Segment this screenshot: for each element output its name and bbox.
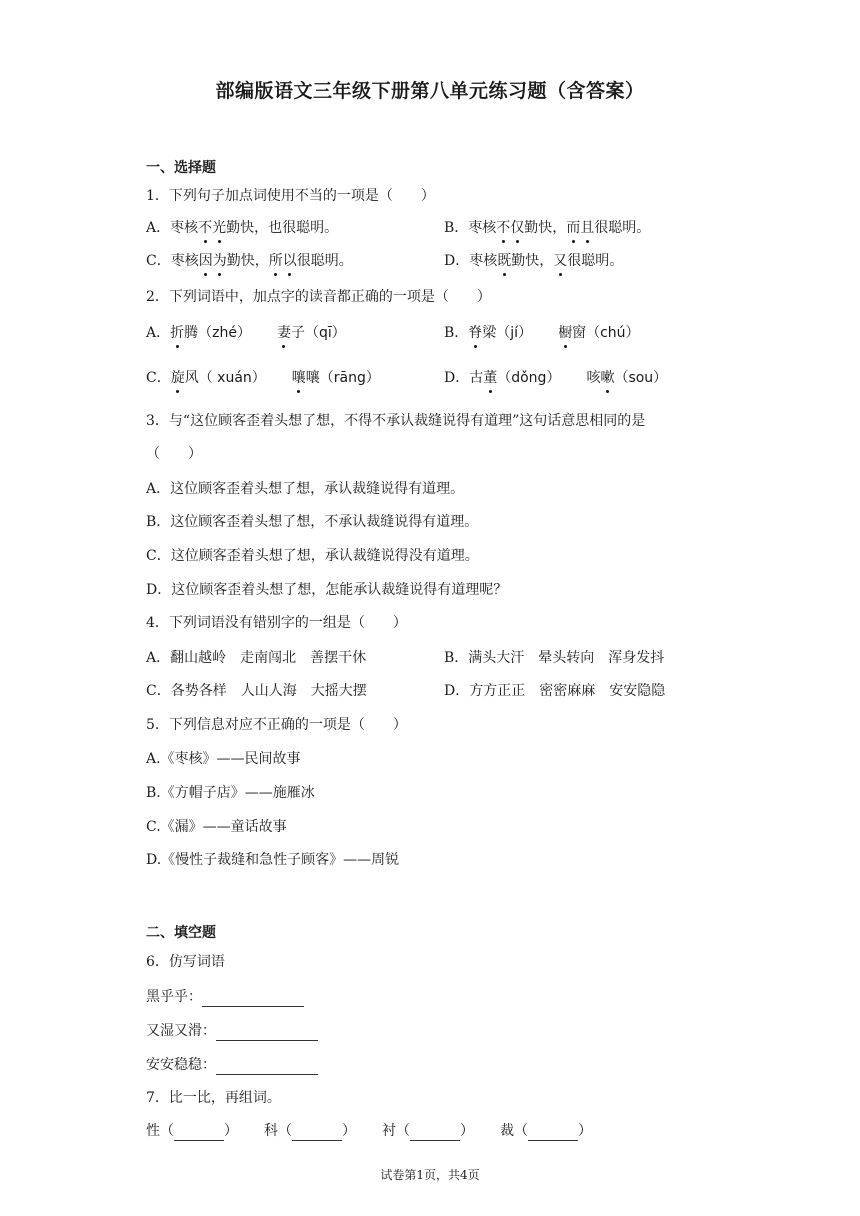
section-heading-choice: 一、选择题 [146,160,216,176]
question-3-stem-cont: （ ） [146,446,202,462]
emphasis-char: 旋 [170,370,185,386]
question-3-option-c: C．这位顾客歪着头想了想，承认裁缝说得没有道理。 [146,548,479,564]
question-2-option-b: B．脊梁（jí） 橱窗（chú） [444,325,640,341]
emphasis-char: 既 [497,253,512,269]
question-5-option-d: D.《慢性子裁缝和急性子顾客》——周锐 [146,852,400,868]
emphasis-char: 所 [268,253,283,269]
question-2-option-a: A．折腾（zhé） 妻子（qī） [146,325,346,341]
emphasis-char: 橱 [558,325,573,341]
page-footer: 试卷第1页，共4页 [380,1168,480,1182]
answer-blank[interactable] [216,1059,318,1075]
emphasis-char: 仅 [510,220,525,236]
question-6-item: 黑乎乎： [146,987,304,1007]
emphasis-char: 折 [170,325,185,341]
question-3-option-a: A．这位顾客歪着头想了想，承认裁缝说得有道理。 [146,481,465,497]
question-2-stem: 2．下列词语中，加点字的读音都正确的一项是（ ） [146,289,491,305]
question-4-stem: 4．下列词语没有错别字的一组是（ ） [146,615,407,631]
question-5-option-c: C.《漏》——童话故事 [146,819,287,835]
emphasis-char: 光 [212,220,227,236]
answer-blank[interactable] [202,991,304,1007]
question-2-option-c: C．旋风（ xuán） 嚷嚷（rāng） [146,370,380,386]
emphasis-char: 又 [553,253,568,269]
question-4-option-b: B．满头大汗 晕头转向 浑身发抖 [444,650,665,666]
question-2-option-d: D．古董（dǒng） 咳嗽（sou） [444,370,668,386]
question-1-option-c: C．枣核因为勤快，所以很聪明。 [146,253,353,269]
emphasis-char: 脊 [468,325,483,341]
emphasis-char: 妻 [276,325,291,341]
emphasis-char: 因 [198,253,213,269]
question-5-option-a: A.《枣核》——民间故事 [146,751,301,767]
page-title: 部编版语文三年级下册第八单元练习题（含答案） [215,80,645,102]
question-6-item: 又湿又滑： [146,1021,318,1041]
emphasis-char: 且 [580,220,595,236]
question-5-option-b: B.《方帽子店》——施雁冰 [146,785,315,801]
section-heading-fill: 二、填空题 [146,925,216,941]
emphasis-char: 不 [198,220,213,236]
emphasis-char: 不 [496,220,511,236]
question-1-option-a: A．枣核不光勤快，也很聪明。 [146,220,339,236]
question-4-option-d: D．方方正正 密密麻麻 安安隐隐 [444,683,666,699]
answer-blank[interactable] [410,1125,460,1141]
emphasis-char: 董 [483,370,498,386]
question-5-stem: 5．下列信息对应不正确的一项是（ ） [146,717,407,733]
question-4-option-a: A．翻山越岭 走南闯北 善摆干休 [146,650,367,666]
question-3-option-b: B．这位顾客歪着头想了想，不承认裁缝说得有道理。 [146,514,479,530]
question-1-option-b: B．枣核不仅勤快，而且很聪明。 [444,220,651,236]
question-6-item: 安安稳稳： [146,1055,318,1075]
emphasis-char: 以 [282,253,297,269]
emphasis-char: 嗽 [600,370,615,386]
question-3-stem: 3．与“这位顾客歪着头想了想，不得不承认裁缝说得有道理”这句话意思相同的是 [146,413,646,429]
emphasis-char: 嚷 [291,370,306,386]
emphasis-char: 为 [212,253,227,269]
answer-blank[interactable] [174,1125,224,1141]
question-7-items: 性（ ） 科（ ） 衬（ ） 裁（ ） [146,1123,592,1139]
question-4-option-c: C．各势各样 人山人海 大摇大摆 [146,683,367,699]
answer-blank[interactable] [216,1025,318,1041]
emphasis-char: 而 [566,220,581,236]
question-7-stem: 7．比一比，再组词。 [146,1090,281,1106]
answer-blank[interactable] [528,1125,578,1141]
question-3-option-d: D．这位顾客歪着头想了想，怎能承认裁缝说得有道理呢？ [146,582,508,598]
question-1-option-d: D．枣核既勤快，又很聪明。 [444,253,624,269]
question-1-stem: 1．下列句子加点词使用不当的一项是（ ） [146,188,435,204]
question-6-stem: 6．仿写词语 [146,954,225,970]
answer-blank[interactable] [292,1125,342,1141]
